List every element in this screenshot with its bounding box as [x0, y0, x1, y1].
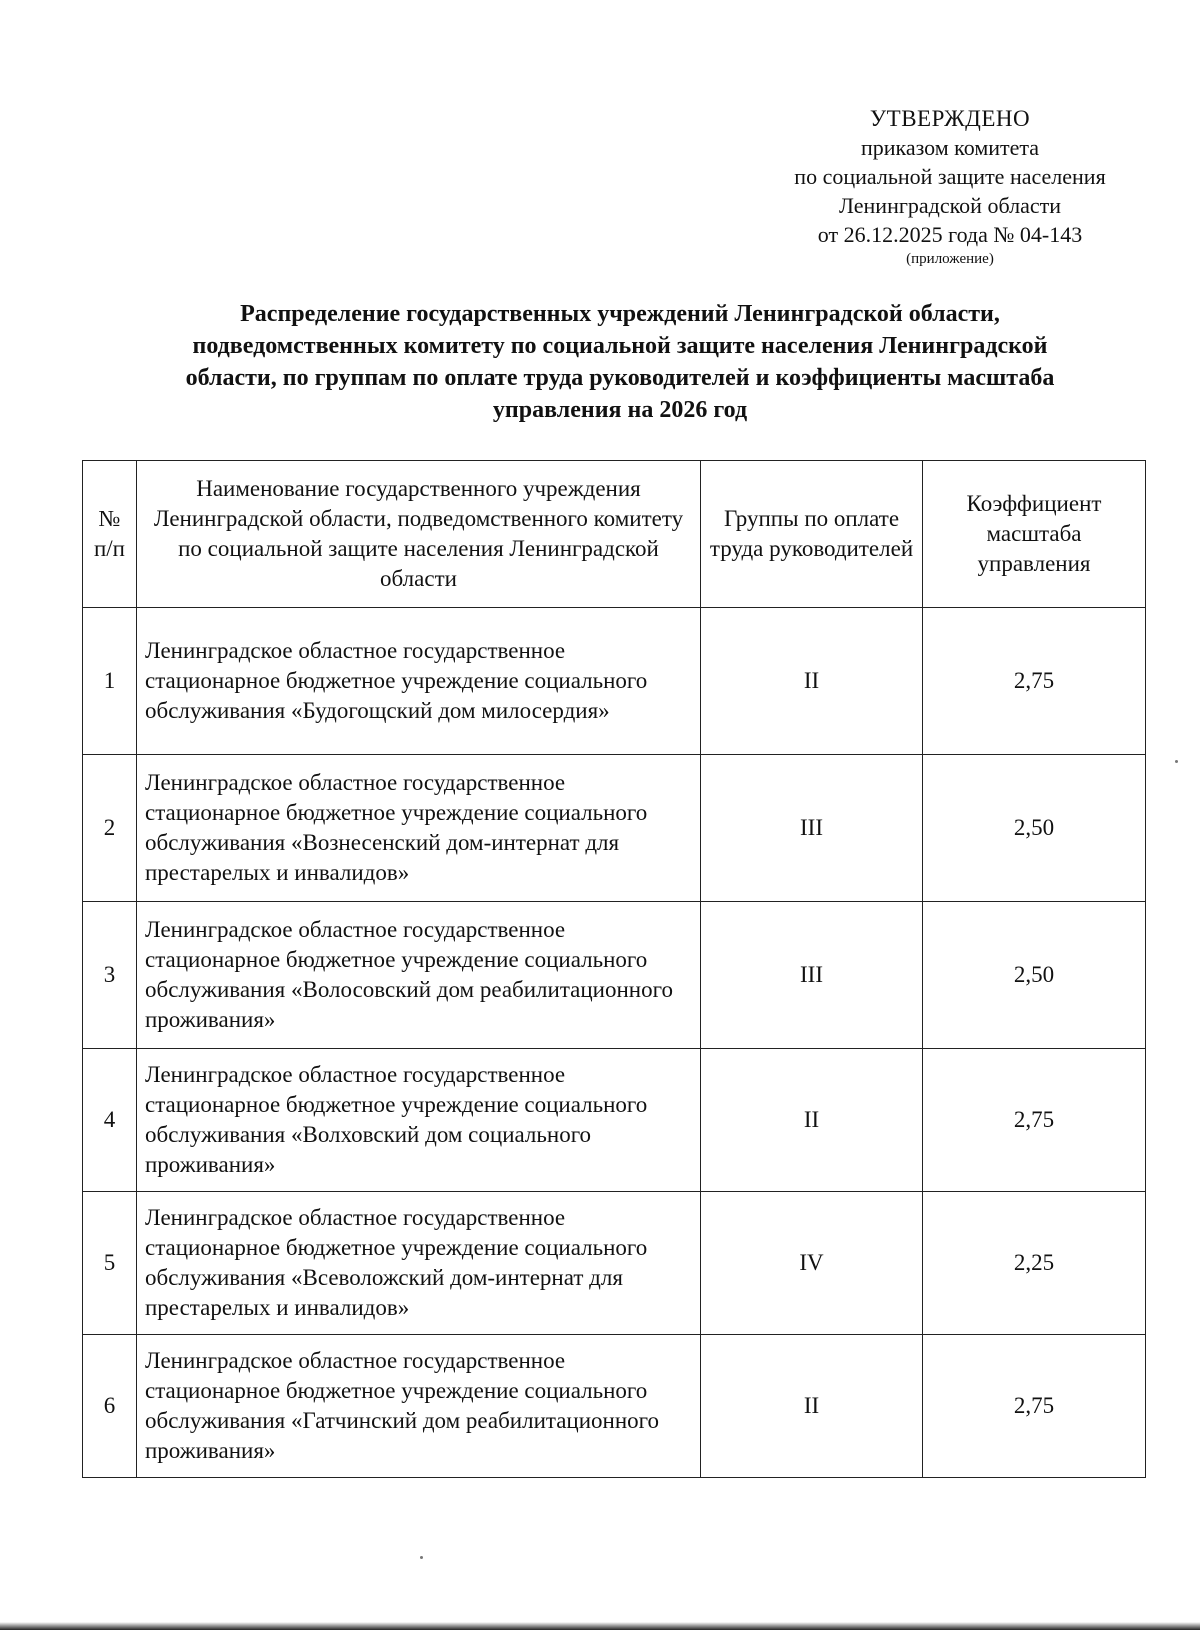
title-line: подведомственных комитету по социальной защите населения Ленинградской	[192, 333, 1048, 359]
title-line: Распределение государственных учреждений Ленинградской области,	[240, 301, 1000, 327]
cell-num: 6	[83, 1335, 137, 1478]
approval-line: приказом комитета	[860, 135, 1040, 160]
header-coef: Коэффициент масштаба управления	[923, 461, 1146, 608]
cell-group: II	[701, 608, 923, 755]
table-row	[83, 608, 1146, 755]
cell-coef: 2,50	[923, 902, 1146, 1049]
header-group: Группы по оплате труда руководителей	[701, 461, 923, 608]
cell-name: Ленинградское областное государственное стационарное бюджетное учреждение социального обслуживания «Гатчинский дом реабилитационного проживания»	[137, 1335, 701, 1478]
approval-stamp-block	[740, 104, 1160, 269]
table-row	[83, 902, 1146, 1049]
table-row	[83, 1049, 1146, 1192]
cell-group: III	[701, 755, 923, 902]
appendix-note: (приложение)	[906, 251, 994, 267]
table-row	[83, 1192, 1146, 1335]
cell-group: III	[701, 902, 923, 1049]
table-row	[83, 1335, 1146, 1478]
cell-coef: 2,50	[923, 755, 1146, 902]
document-title	[100, 298, 1140, 426]
approval-order-number: от 26.12.2025 года № 04-143	[817, 222, 1083, 247]
cell-group: II	[701, 1049, 923, 1192]
header-num: № п/п	[83, 461, 137, 608]
cell-coef: 2,25	[923, 1192, 1146, 1335]
scan-speck	[420, 1556, 423, 1559]
cell-group: IV	[701, 1192, 923, 1335]
table-row	[83, 755, 1146, 902]
cell-num: 1	[83, 608, 137, 755]
cell-num: 3	[83, 902, 137, 1049]
cell-coef: 2,75	[923, 608, 1146, 755]
cell-name: Ленинградское областное государственное стационарное бюджетное учреждение социального обслуживания «Всеволожский дом-интернат для престарелых и инвалидов»	[137, 1192, 701, 1335]
table-header-row	[83, 461, 1146, 608]
institutions-table	[82, 460, 1146, 1478]
cell-num: 5	[83, 1192, 137, 1335]
cell-coef: 2,75	[923, 1049, 1146, 1192]
cell-num: 2	[83, 755, 137, 902]
title-line: области, по группам по оплате труда руководителей и коэффициенты масштаба	[185, 365, 1055, 391]
approval-heading: УТВЕРЖДЕНО	[869, 106, 1031, 131]
cell-name: Ленинградское областное государственное стационарное бюджетное учреждение социального обслуживания «Волосовский дом реабилитационного проживания»	[137, 902, 701, 1049]
cell-name: Ленинградское областное государственное стационарное бюджетное учреждение социального обслуживания «Будогощский дом милосердия»	[137, 608, 701, 755]
scan-edge-shadow	[0, 1622, 1200, 1630]
title-line: управления на 2026 год	[492, 397, 748, 423]
cell-coef: 2,75	[923, 1335, 1146, 1478]
approval-line: Ленинградской области	[839, 193, 1061, 218]
cell-group: II	[701, 1335, 923, 1478]
header-name: Наименование государственного учреждения Ленинградской области, подведомственного комитету по социальной защите населения Ленинградской области	[137, 461, 701, 608]
cell-name: Ленинградское областное государственное стационарное бюджетное учреждение социального обслуживания «Волховский дом социального проживания»	[137, 1049, 701, 1192]
approval-line: по социальной защите населения	[794, 164, 1106, 189]
cell-name: Ленинградское областное государственное стационарное бюджетное учреждение социального обслуживания «Вознесенский дом-интернат для престарелых и инвалидов»	[137, 755, 701, 902]
cell-num: 4	[83, 1049, 137, 1192]
scan-speck	[1175, 760, 1178, 763]
